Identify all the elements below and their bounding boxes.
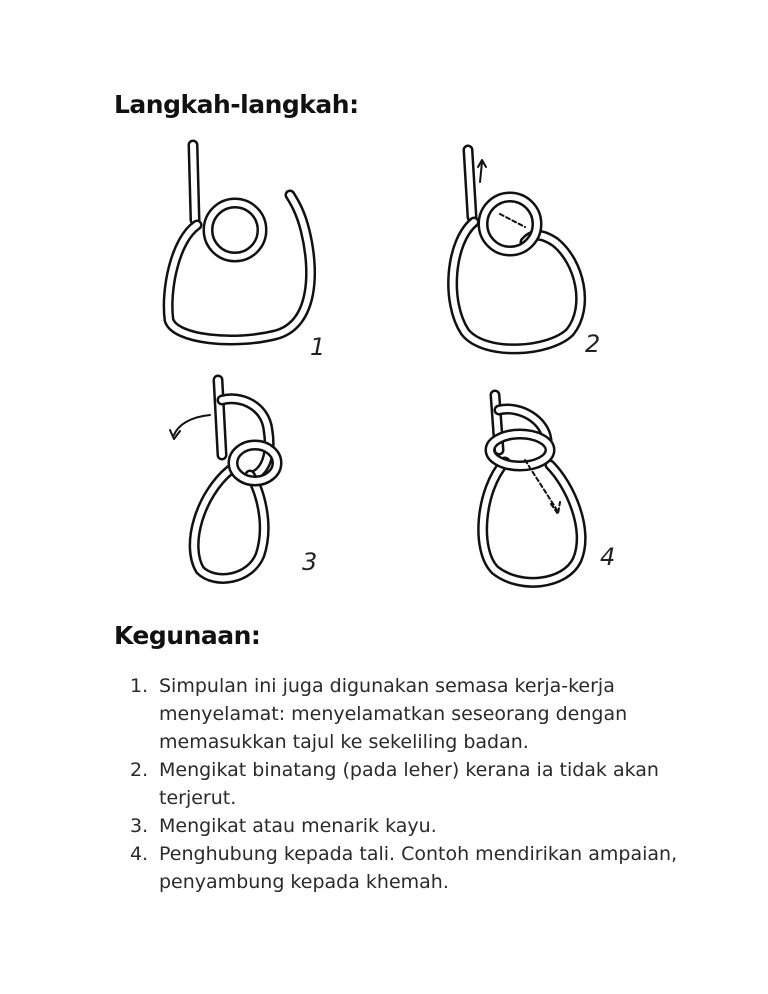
list-item [130,812,690,840]
list-item-number: 1. [130,675,149,697]
rope-drawing-3 [160,375,310,595]
list-item-text: Simpulan ini juga digunakan semasa kerja-kerja menyelamat: menyelamatkan seseorang dengan memasukkan tajul ke sekeliling badan. [159,675,628,753]
step-number-2: 2 [585,330,601,358]
steps-heading: Langkah-langkah: [114,90,359,119]
list-item [130,840,690,896]
rope-drawing-2 [440,142,600,362]
knot-step-3-illustration [160,375,310,599]
list-item-text: Mengikat atau menarik kayu. [159,815,437,837]
step-number-1: 1 [310,333,326,361]
uses-list [130,672,690,896]
list-item [130,672,690,756]
list-item-number: 3. [130,815,149,837]
list-item-number: 2. [130,759,149,781]
knot-step-4-illustration [465,390,605,594]
list-item-text: Mengikat binatang (pada leher) kerana ia tidak akan terjerut. [159,759,659,809]
list-item [130,756,690,812]
step-number-4: 4 [600,543,616,571]
rope-drawing-1 [155,140,335,360]
knot-step-1-illustration [155,140,335,364]
list-item-text: Penghubung kepada tali. Contoh mendirikan ampaian, penyambung kepada khemah. [159,843,678,893]
uses-heading: Kegunaan: [114,621,261,650]
rope-drawing-4 [465,390,605,590]
knot-step-2-illustration [440,142,600,366]
list-item-number: 4. [130,843,149,865]
step-number-3: 3 [302,548,318,576]
